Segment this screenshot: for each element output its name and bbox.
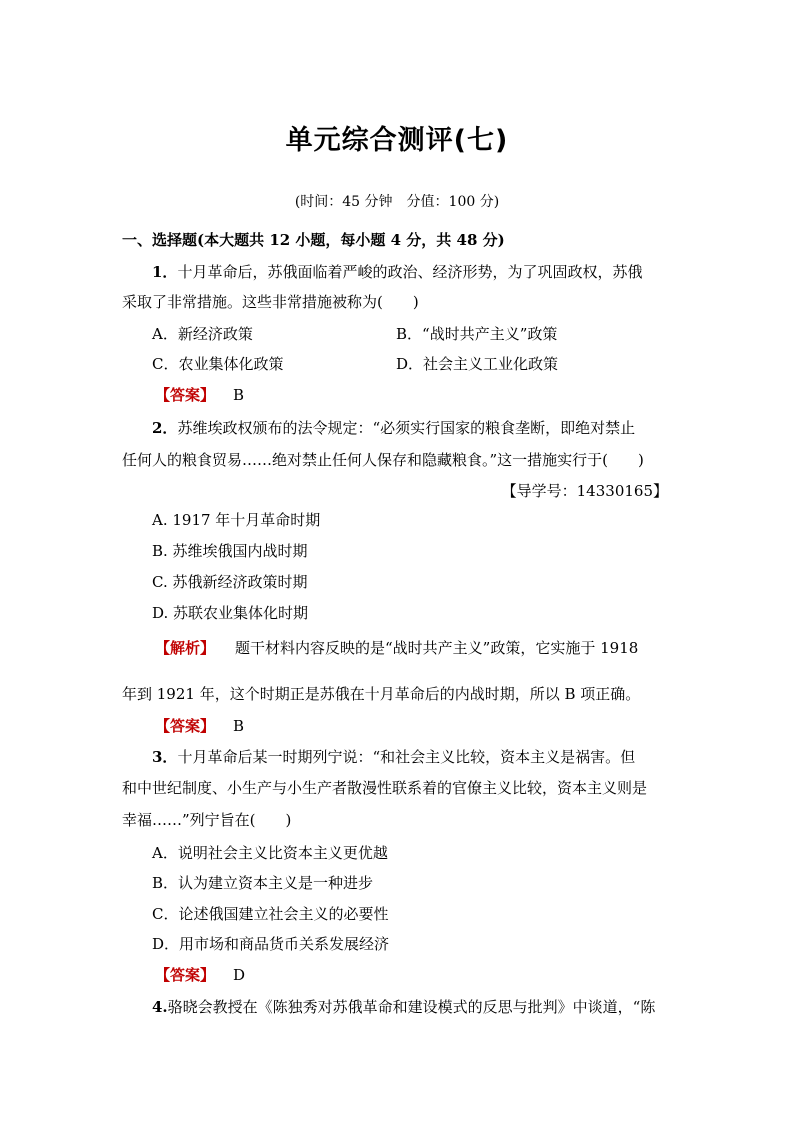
question-3-option-b: B．认为建立资本主义是一种进步 <box>152 874 374 892</box>
question-2-option-c: C. 苏俄新经济政策时期 <box>152 573 308 591</box>
analysis-tag: 【解析】 <box>155 639 216 657</box>
answer-tag: 【答案】 <box>155 966 216 984</box>
question-2-line-2: 任何人的粮食贸易……绝对禁止任何人保存和隐藏粮食。”这一措施实行于( ) <box>122 451 644 469</box>
question-1-line-2: 采取了非常措施。这些非常措施被称为( ) <box>122 293 419 311</box>
question-3-option-c: C．论述俄国建立社会主义的必要性 <box>152 905 389 923</box>
test-meta: (时间：45 分钟 分值：100 分) <box>294 194 500 210</box>
question-1-option-c: C．农业集体化政策 <box>152 355 284 373</box>
section-heading: 一、选择题(本大题共 12 小题，每小题 4 分，共 48 分) <box>122 231 505 249</box>
question-3-line-2: 和中世纪制度、小生产与小生产者散漫性联系着的官僚主义比较，资本主义则是 <box>122 779 648 797</box>
question-1-answer <box>155 385 244 405</box>
answer-tag: 【答案】 <box>155 717 216 735</box>
answer-value: D <box>233 966 246 984</box>
question-2-option-a: A. 1917 年十月革命时期 <box>152 511 321 529</box>
guide-number: 【导学号：14330165】 <box>501 482 668 500</box>
question-1-option-d: D．社会主义工业化政策 <box>396 355 559 373</box>
question-4-line-1: 4.骆晓会教授在《陈独秀对苏俄革命和建设模式的反思与批判》中谈道，“陈 <box>152 998 656 1016</box>
question-2-option-d: D. 苏联农业集体化时期 <box>152 604 309 622</box>
question-3-number: 3． <box>152 748 178 766</box>
question-3-line-3: 幸福……”列宁旨在( ) <box>122 811 292 829</box>
answer-tag: 【答案】 <box>155 386 216 404</box>
answer-value: B <box>233 386 245 404</box>
question-2-option-b: B. 苏维埃俄国内战时期 <box>152 542 308 560</box>
question-1-option-b: B．“战时共产主义”政策 <box>396 325 558 343</box>
page-title: 单元综合测评(七) <box>285 125 509 156</box>
question-2-line-1: 2．苏维埃政权颁布的法令规定：“必须实行国家的粮食垄断，即绝对禁止 <box>152 419 636 437</box>
question-3-option-a: A．说明社会主义比资本主义更优越 <box>152 844 388 862</box>
question-3-answer <box>155 965 245 985</box>
question-2-answer <box>155 716 244 736</box>
question-4-number: 4. <box>152 998 168 1016</box>
question-1-line-1: 1．十月革命后，苏俄面临着严峻的政治、经济形势，为了巩固政权，苏俄 <box>152 263 643 281</box>
answer-value: B <box>233 717 245 735</box>
question-2-analysis-line-2: 年到 1921 年，这个时期正是苏俄在十月革命后的内战时期，所以 B 项正确。 <box>122 685 641 703</box>
question-3-line-1: 3．十月革命后某一时期列宁说：“和社会主义比较，资本主义是祸害。但 <box>152 748 636 766</box>
question-3-option-d: D．用市场和商品货币关系发展经济 <box>152 935 390 953</box>
question-2-analysis-line-1: 【解析】 题干材料内容反映的是“战时共产主义”政策，它实施于 1918 <box>155 639 639 657</box>
question-1-number: 1． <box>152 263 178 281</box>
question-1-option-a: A．新经济政策 <box>152 325 253 343</box>
question-2-number: 2． <box>152 419 178 437</box>
